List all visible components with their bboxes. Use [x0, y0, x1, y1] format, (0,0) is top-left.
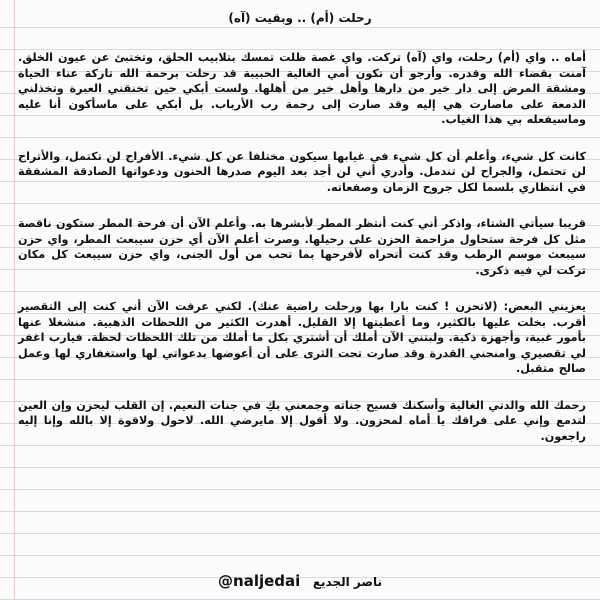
paragraph-2: كانت كل شيء، وأعلم أن كل شيء في غيابها سيكون مختلفا عن كل شيء. الأفراح لن تكتمل، والأتراح لن تحتمل، والجراح لن تندمل. وأدري أني لن أجد بعد اليوم صدرها الحنون ودعواتها الصادقة المشفقة في انتظاري بلسما لكل جروح الزمان وصفعاته.: [18, 149, 586, 194]
page-title: رحلت (أم) .. وبقيت (آه): [228, 11, 372, 25]
paragraph-1: أماه .. واي (أم) رحلت، واي (آه) تركت. واي غصة ظلت تمسك بتلابيب الحلق، وتختبئ عن عيون الخلق. آمنت بقضاء الله وقدره. وأرجو أن تكون أمي الغالية الحبيبة قد رحلت برحمة الله تاركة عناء الحياة ومشقة المرض إلى دار خير من دارها وأهل خير من أهلها. ولست أبكي حين تخنقني العبرة وتخذلني الدمعة على ماصارت هي إليه وقد صارت إلى رحمة رب الأرباب. بل أبكي على ماسأكون أنا عليه وماسيفعله بي هذا الغياب.: [18, 51, 586, 126]
author-name: ناصر الجديع: [312, 575, 382, 589]
signature: [0, 572, 600, 590]
paragraph-4: يعزيني البعض: (لاتحزن ! كنت بارا بها ورحلت راضية عنك). لكني عرفت الآن أني كنت إلى التقصير أقرب. بخلت عليها بالكثير، وما أعطيتها إلا القليل. أهدرت الكثير من اللحظات الذهبية. منشغلا عنها بأمور غبية، وأجهزة ذكية. ولبتني الآن أملك أن أشتري بكل ما أملك من تلك اللحظات لحظة. فيارب اغفر لي تقصيري وامنحني القدرة وقد صارت تحت الثرى على أن أعوضها بدعواتي لها واستغفاري لها وعمل صالح متقبل.: [18, 300, 586, 375]
paragraph-5: رحمك الله والدتي الغالية وأسكنك فسيح جناته وجمعني بكِ في جنات النعيم. إن القلب ليحزن وإن العين لتدمع وإني على فراقك يا أماه لمحزون. ولا أقول إلا مايرضي الله. لاحول ولاقوة إلا بالله وإنا إليه راجعون.: [18, 398, 586, 443]
letter-body: [18, 50, 586, 465]
paragraph-3: قريبا سيأتي الشتاء، واذكر أني كنت أنتظر المطر لأبشرها به. وأعلم الآن أن فرحة المطر ستكون ناقصة مثل كل فرحة ستحاول مزاحمة الحزن على رحيلها. وصرت أعلم الآن أي حزن سيبعث المطر، واي حزن سيبعث موسم الرطب وقد كنت أتحراه لأفرحها بما تحب من أول الجنى، واي حزن سيبعث كل مكان تركت لي فيه ذكرى.: [18, 217, 586, 277]
author-handle: @naljedai: [218, 572, 301, 590]
